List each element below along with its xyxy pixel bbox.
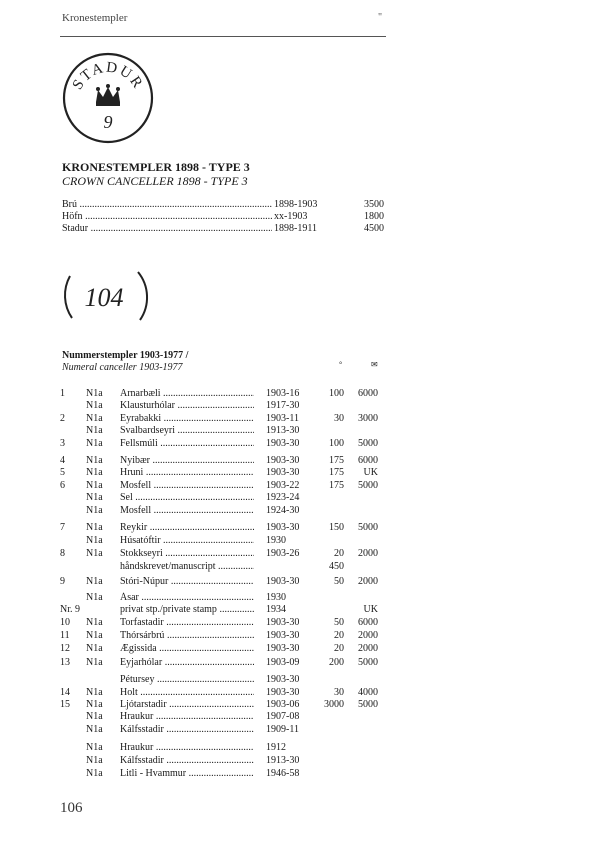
crown-row-name: Brú .....: [62, 199, 272, 211]
crown-row-price: 4500: [364, 223, 384, 234]
row-type: N1a: [86, 522, 103, 533]
row-locality: Kálfsstadir .....: [120, 724, 254, 736]
row-type: N1a: [86, 492, 103, 503]
row-number: 3: [60, 438, 65, 449]
row-period: 1903-30: [266, 576, 300, 587]
row-number: Nr. 9: [60, 604, 80, 615]
row-type: N1a: [86, 643, 103, 654]
row-type: N1a: [86, 592, 103, 603]
row-period: 1912: [266, 742, 286, 753]
section2-subtitle: Numeral canceller 1903-1977: [62, 362, 183, 373]
row-locality: Stóri-Núpur .....: [120, 576, 254, 588]
section1-title: KRONESTEMPLER 1898 - TYPE 3: [62, 160, 250, 174]
crown-row-price: 1800: [364, 211, 384, 222]
row-price-cover: 5000: [358, 522, 378, 533]
row-type: N1a: [86, 425, 103, 436]
row-period: 1913-30: [266, 755, 300, 766]
row-type: N1a: [86, 711, 103, 722]
numeral-stamp-text: 104: [84, 283, 124, 312]
row-price-used: 20: [334, 643, 344, 654]
header-rule: [60, 36, 386, 37]
row-price-used: 50: [334, 576, 344, 587]
row-type: N1a: [86, 505, 103, 516]
row-locality: Mosfell .....: [120, 480, 254, 492]
row-number: 9: [60, 576, 65, 587]
header-corner-mark: ": [378, 12, 383, 23]
row-price-cover: 5000: [358, 438, 378, 449]
row-type: N1a: [86, 455, 103, 466]
row-period: 1907-08: [266, 711, 300, 722]
row-price-cover: 2000: [358, 643, 378, 654]
row-type: N1a: [86, 617, 103, 628]
row-type: N1a: [86, 742, 103, 753]
row-locality: Stokkseyri .....: [120, 548, 254, 560]
row-price-cover: 3000: [358, 413, 378, 424]
row-price-used: 200: [329, 657, 344, 668]
row-period: 1923-24: [266, 492, 300, 503]
row-locality: håndskrevet/manuscript .....: [120, 561, 254, 573]
numeral-stamp-image: [60, 262, 152, 330]
row-number: 11: [60, 630, 70, 641]
row-price-used: 100: [329, 388, 344, 399]
row-number: 14: [60, 687, 70, 698]
row-price-used: 175: [329, 467, 344, 478]
row-price-cover: UK: [363, 467, 378, 478]
crown-stamp-text: STADUR: [69, 59, 147, 93]
row-period: 1903-09: [266, 657, 300, 668]
row-period: 1903-22: [266, 480, 300, 491]
row-price-cover: 2000: [358, 576, 378, 587]
crown-row-name: Stadur .....: [62, 223, 272, 235]
row-locality: Nyibær .....: [120, 455, 254, 467]
row-price-used: 20: [334, 630, 344, 641]
row-period: 1903-30: [266, 467, 300, 478]
row-number: 5: [60, 467, 65, 478]
row-locality: Kálfsstadir .....: [120, 755, 254, 767]
row-number: 4: [60, 455, 65, 466]
row-locality: Eyrabakki .....: [120, 413, 254, 425]
row-number: 8: [60, 548, 65, 559]
row-price-cover: 5000: [358, 657, 378, 668]
row-price-used: 3000: [324, 699, 344, 710]
row-price-cover: 2000: [358, 630, 378, 641]
row-price-cover: 4000: [358, 687, 378, 698]
row-type: N1a: [86, 467, 103, 478]
row-period: 1903-11: [266, 413, 299, 424]
row-period: 1946-58: [266, 768, 300, 779]
row-number: 7: [60, 522, 65, 533]
row-locality: Fellsmúli .....: [120, 438, 254, 450]
row-type: N1a: [86, 548, 103, 559]
row-number: 2: [60, 413, 65, 424]
svg-text:9: 9: [103, 112, 113, 132]
row-locality: Pétursey .....: [120, 674, 254, 686]
cover-column-symbol: ✉: [371, 360, 378, 369]
row-price-cover: 5000: [358, 480, 378, 491]
row-locality: Klausturhólar .....: [120, 400, 254, 412]
row-price-used: 20: [334, 548, 344, 559]
row-period: 1934: [266, 604, 286, 615]
row-period: 1903-30: [266, 630, 300, 641]
row-locality: Hraukur .....: [120, 742, 254, 754]
section2-title: Nummerstempler 1903-1977 /: [62, 350, 189, 361]
page-number: 106: [60, 800, 83, 816]
section1-subtitle: CROWN CANCELLER 1898 - TYPE 3: [62, 174, 248, 188]
row-type: N1a: [86, 480, 103, 491]
row-locality: Hraukur .....: [120, 711, 254, 723]
row-period: 1930: [266, 592, 286, 603]
row-locality: Litli - Hvammur .....: [120, 768, 254, 780]
row-period: 1903-30: [266, 674, 300, 685]
row-period: 1930: [266, 535, 286, 546]
row-number: 12: [60, 643, 70, 654]
row-locality: Torfastadir .....: [120, 617, 254, 629]
row-locality: Húsatóftir .....: [120, 535, 254, 547]
crown-stamp-image: [60, 50, 156, 146]
row-locality: Hruni .....: [120, 467, 254, 479]
crown-row-period: 1898-1903: [274, 199, 318, 210]
row-period: 1909-11: [266, 724, 299, 735]
row-period: 1917-30: [266, 400, 300, 411]
row-locality: Svalbardseyri .....: [120, 425, 254, 437]
row-period: 1913-30: [266, 425, 300, 436]
row-locality: Sel .....: [120, 492, 254, 504]
row-period: 1924-30: [266, 505, 300, 516]
row-number: 10: [60, 617, 70, 628]
row-number: 6: [60, 480, 65, 491]
row-locality: Ljótarstadir .....: [120, 699, 254, 711]
row-type: N1a: [86, 388, 103, 399]
row-period: 1903-30: [266, 617, 300, 628]
row-price-used: 30: [334, 687, 344, 698]
row-price-used: 450: [329, 561, 344, 572]
row-price-cover: 6000: [358, 617, 378, 628]
row-price-used: 150: [329, 522, 344, 533]
row-price-cover: 6000: [358, 388, 378, 399]
row-locality: Ægissida .....: [120, 643, 254, 655]
row-period: 1903-26: [266, 548, 300, 559]
row-type: N1a: [86, 687, 103, 698]
crown-row-price: 3500: [364, 199, 384, 210]
row-type: N1a: [86, 755, 103, 766]
row-price-cover: UK: [363, 604, 378, 615]
row-type: N1a: [86, 535, 103, 546]
row-type: N1a: [86, 576, 103, 587]
row-type: N1a: [86, 438, 103, 449]
row-type: N1a: [86, 768, 103, 779]
row-price-cover: 6000: [358, 455, 378, 466]
row-type: N1a: [86, 413, 103, 424]
row-number: 13: [60, 657, 70, 668]
row-locality: Thórsárbrú .....: [120, 630, 254, 642]
row-type: N1a: [86, 657, 103, 668]
row-type: N1a: [86, 699, 103, 710]
row-number: 1: [60, 388, 65, 399]
row-type: N1a: [86, 400, 103, 411]
used-stamp-column-symbol: °: [339, 360, 343, 369]
row-period: 1903-30: [266, 643, 300, 654]
row-type: N1a: [86, 630, 103, 641]
row-locality: Mosfell .....: [120, 505, 254, 517]
row-price-used: 175: [329, 480, 344, 491]
row-locality: privat stp./private stamp .....: [120, 604, 254, 616]
row-price-used: 50: [334, 617, 344, 628]
row-period: 1903-30: [266, 438, 300, 449]
row-type: N1a: [86, 724, 103, 735]
row-price-used: 100: [329, 438, 344, 449]
row-locality: Reykir .....: [120, 522, 254, 534]
row-price-used: 175: [329, 455, 344, 466]
crown-row-period: xx-1903: [274, 211, 308, 222]
row-number: 15: [60, 699, 70, 710]
running-header: Kronestempler: [62, 12, 128, 24]
row-price-cover: 5000: [358, 699, 378, 710]
row-period: 1903-30: [266, 687, 300, 698]
row-period: 1903-06: [266, 699, 300, 710]
crown-row-name: Höfn .....: [62, 211, 272, 223]
row-period: 1903-30: [266, 455, 300, 466]
row-price-cover: 2000: [358, 548, 378, 559]
row-price-used: 30: [334, 413, 344, 424]
row-locality: Ásar .....: [120, 592, 254, 604]
row-locality: Eyjarhólar .....: [120, 657, 254, 669]
row-locality: Holt .....: [120, 687, 254, 699]
row-period: 1903-30: [266, 522, 300, 533]
row-period: 1903-16: [266, 388, 300, 399]
row-locality: Arnarbæli .....: [120, 388, 254, 400]
crown-row-period: 1898-1911: [274, 223, 317, 234]
